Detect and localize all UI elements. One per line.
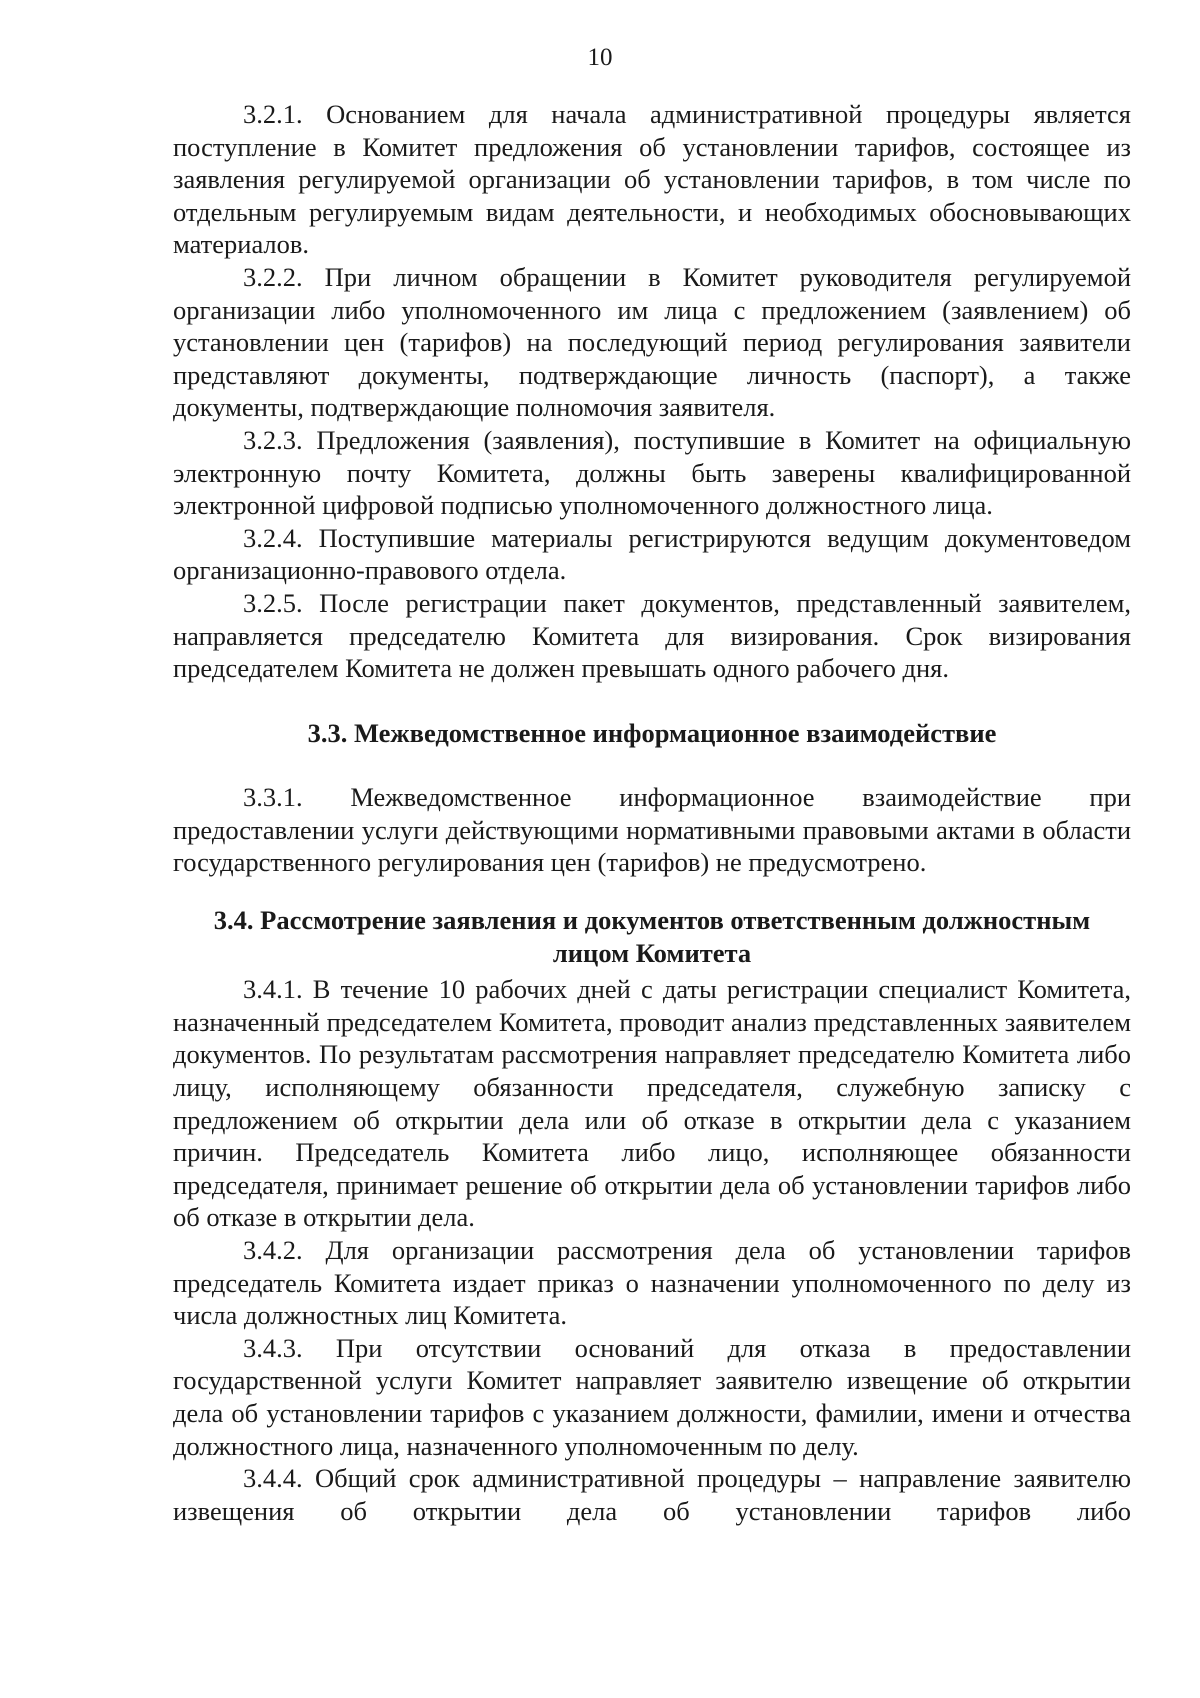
paragraph-3-4-4: 3.4.4. Общий срок административной процедуры – направление заявителю извещения об открытии дела об установлении тарифов либо	[173, 1463, 1131, 1526]
page-number: 10	[587, 44, 613, 71]
paragraph-3-2-3: 3.2.3. Предложения (заявления), поступившие в Комитет на официальную электронную почту Комитета, должны быть заверены квалифицированной электронной цифровой подписью уполномоченного должностного лица.	[173, 424, 1131, 521]
paragraph-3-2-4: 3.2.4. Поступившие материалы регистрируются ведущим документоведом организационно-правового отдела.	[173, 522, 1131, 586]
paragraph-3-4-3: 3.4.3. При отсутствии оснований для отказа в предоставлении государственной услуги Комитет направляет заявителю извещение об открытии дела об установлении тарифов с указанием должности, фамилии, имени и отчества должностного лица, назначенного уполномоченным по делу.	[173, 1332, 1131, 1461]
section-heading-3-4	[173, 904, 1131, 969]
paragraph-3-4-1: 3.4.1. В течение 10 рабочих дней с даты регистрации специалист Комитета, назначенный председателем Комитета, проводит анализ представленных заявителем документов. По результатам рассмотрения направляет председателю Комитета либо лицу, исполняющему обязанности председателя, служебную записку с предложением об открытии дела или об отказе в открытии дела с указанием причин. Председатель Комитета либо лицо, исполняющее обязанности председателя, принимает решение об открытии дела об установлении тарифов либо об отказе в открытии дела.	[173, 974, 1131, 1233]
paragraph-3-4-2: 3.4.2. Для организации рассмотрения дела об установлении тарифов председатель Комитета издает приказ о назначении уполномоченного по делу из числа должностных лиц Комитета.	[173, 1235, 1131, 1331]
section-heading-3-3: 3.3. Межведомственное информационное взаимодействие	[307, 717, 997, 748]
paragraph-3-2-2: 3.2.2. При личном обращении в Комитет руководителя регулируемой организации либо уполномоченного им лица с предложением (заявлением) об установлении цен (тарифов) на последующий период регулирования заявители представляют документы, подтверждающие личность (паспорт), а также документы, подтверждающие полномочия заявителя.	[173, 261, 1131, 423]
section-heading-3-4-line2: лицом Комитета	[552, 937, 752, 968]
document-body	[173, 98, 1131, 1527]
section-heading-3-4-line1: 3.4. Рассмотрение заявления и документов ответственным должностным	[213, 905, 1091, 936]
paragraph-3-2-5: 3.2.5. После регистрации пакет документов, представленный заявителем, направляется председателю Комитета для визирования. Срок визирования председателем Комитета не должен превышать одного рабочего дня.	[173, 587, 1131, 684]
paragraph-3-2-1: 3.2.1. Основанием для начала административной процедуры является поступление в Комитет предложения об установлении тарифов, состоящее из заявления регулируемой организации об установлении тарифов, в том числе по отдельным регулируемым видам деятельности, и необходимых обосновывающих материалов.	[173, 99, 1131, 260]
paragraph-3-3-1: 3.3.1. Межведомственное информационное взаимодействие при предоставлении услуги действующими нормативными правовыми актами в области государственного регулирования цен (тарифов) не предусмотрено.	[173, 782, 1131, 878]
